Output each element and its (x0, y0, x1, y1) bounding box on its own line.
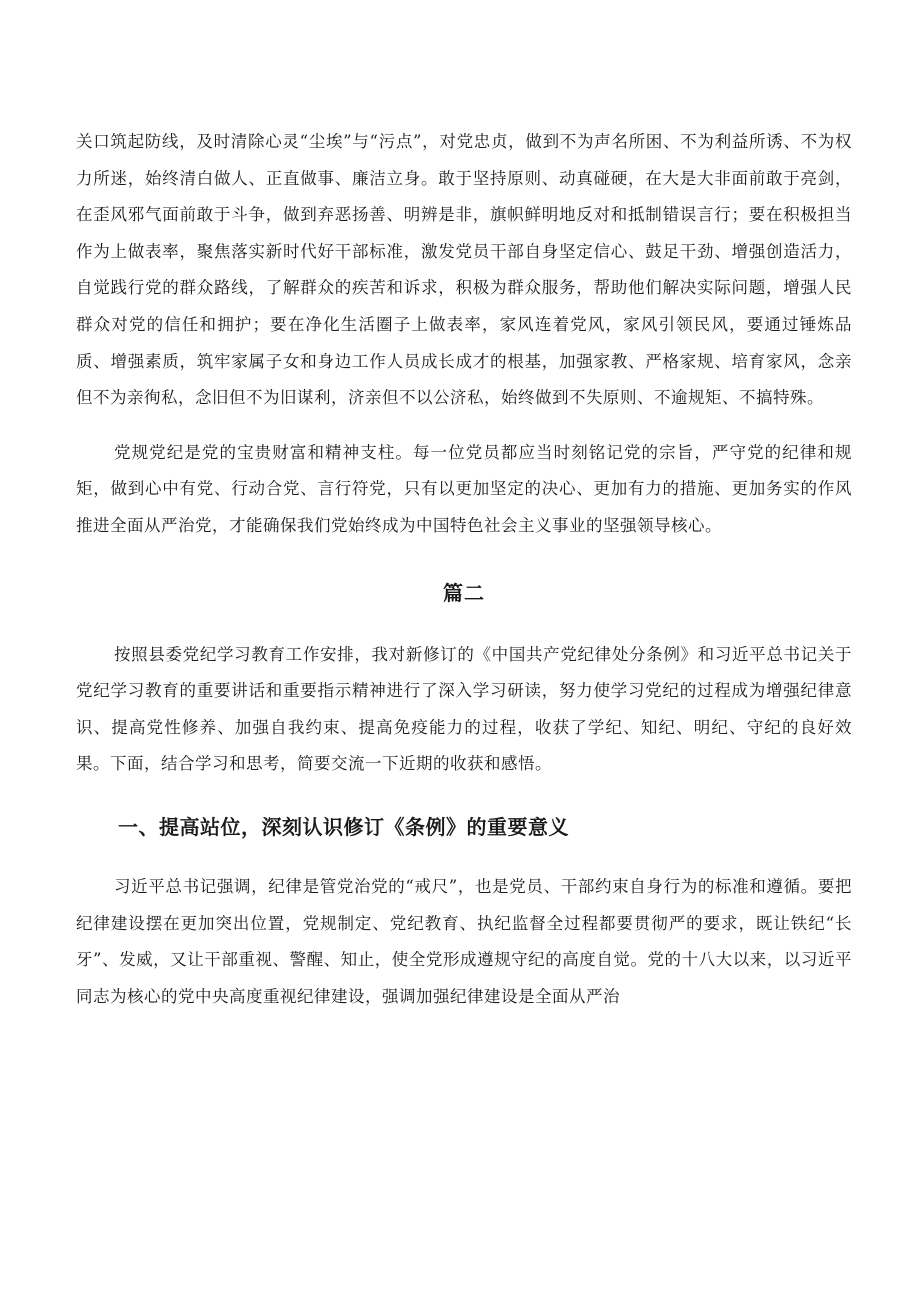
section-title: 篇二 (443, 580, 485, 605)
paragraph-4: 习近平总书记强调，纪律是管党治党的“戒尺”，也是党员、干部约束自身行为的标准和遵循。要把纪律建设摆在更加突出位置，党规制定、党纪教育、执纪监督全过程都要贯彻严的要求，既让铁纪“长牙”、发威，又让干部重视、警醒、知止，使全党形成遵规守纪的高度自觉。党的十八大以来，以习近平同志为核心的党中央高度重视纪律建设，强调加强纪律建设是全面从严治 (76, 876, 852, 1006)
paragraph-1: 关口筑起防线，及时清除心灵“尘埃”与“污点”，对党忠贞，做到不为声名所困、不为利益所诱、不为权力所迷，始终清白做人、正直做事、廉洁立身。敢于坚持原则、动真碰硬，在大是大非面前敢于亮剑，在歪风邪气面前敢于斗争，做到弃恶扬善、明辨是非，旗帜鲜明地反对和抵制错误言行；要在积极担当作为上做表率，聚焦落实新时代好干部标准，激发党员干部自身坚定信心、鼓足干劲、增强创造活力，自觉践行党的群众路线，了解群众的疾苦和诉求，积极为群众服务，帮助他们解决实际问题，增强人民群众对党的信任和拥护；要在净化生活圈子上做表率，家风连着党风，家风引领民风，要通过锤炼品质、增强素质，筑牢家属子女和身边工作人员成长成才的根基，加强家教、严格家规、培育家风，念亲但不为亲徇私，念旧但不为旧谋利，济亲但不以公济私，始终做到不失原则、不逾规矩、不搞特殊。 (76, 132, 852, 408)
subsection-heading: 一、提高站位，深刻认识修订《条例》的重要意义 (118, 814, 569, 839)
paragraph-3: 按照县委党纪学习教育工作安排，我对新修订的《中国共产党纪律处分条例》和习近平总书记关于党纪学习教育的重要讲话和重要指示精神进行了深入学习研读，努力使学习党纪的过程成为增强纪律意识、提高党性修养、加强自我约束、提高免疫能力的过程，收获了学纪、知纪、明纪、守纪的良好效果。下面，结合学习和思考，简要交流一下近期的收获和感悟。 (76, 644, 852, 774)
paragraph-2: 党规党纪是党的宝贵财富和精神支柱。每一位党员都应当时刻铭记党的宗旨，严守党的纪律和规矩，做到心中有党、行动合党、言行符党，只有以更加坚定的决心、更加有力的措施、更加务实的作风推进全面从严治党，才能确保我们党始终成为中国特色社会主义事业的坚强领导核心。 (76, 442, 852, 535)
document-page (76, 124, 852, 1015)
